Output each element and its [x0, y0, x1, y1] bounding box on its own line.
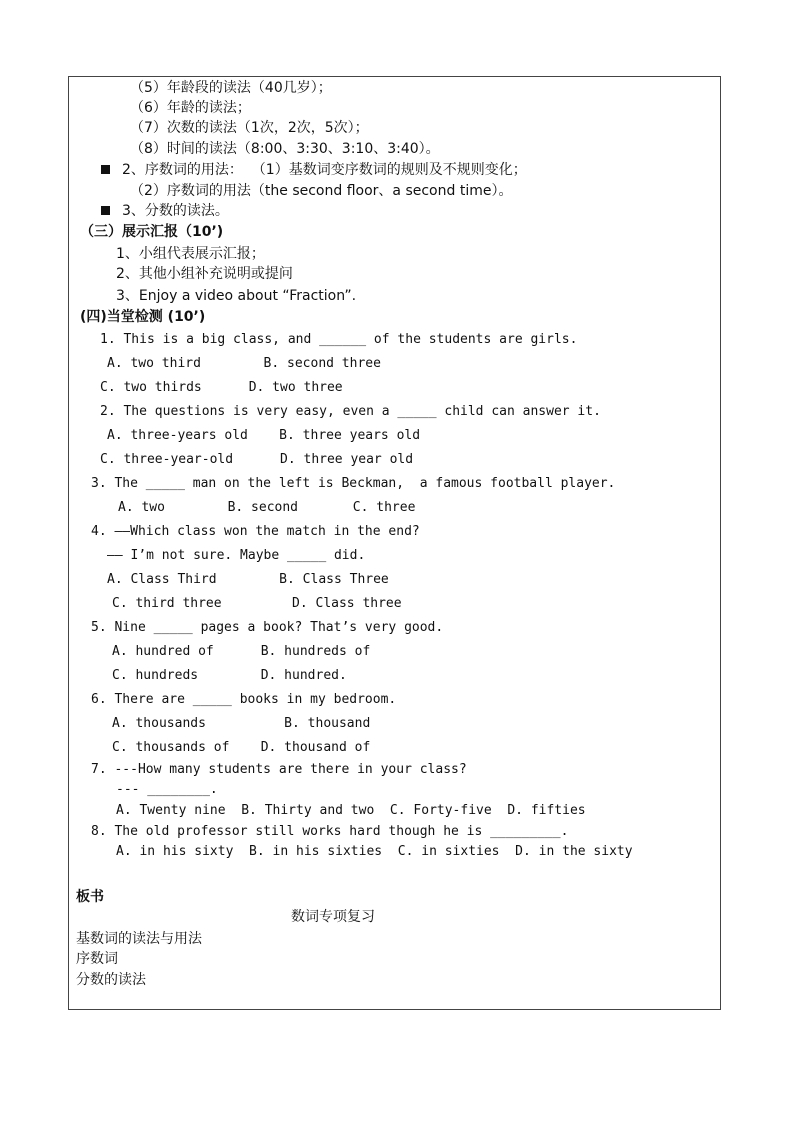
review-bullet-3-text: 3、分数的读法。 [122, 203, 229, 219]
question-3-options: A. two B. second C. three [118, 500, 416, 515]
review-bullet-2-text: 2、序数词的用法： （1）基数词变序数词的规则及不规则变化； [122, 162, 527, 178]
question-1-options-c-d: C. two thirds D. two three [100, 380, 343, 395]
question-8: 8. The old professor still works hard though he is _________. [91, 824, 569, 839]
section-3-item: 1、小组代表展示汇报； [116, 246, 265, 262]
question-6-options-a-b: A. thousands B. thousand [112, 716, 371, 731]
question-1: 1. This is a big class, and ______ of the students are girls. [100, 332, 578, 347]
question-2: 2. The questions is very easy, even a _____ child can answer it. [100, 404, 601, 419]
square-bullet-icon [101, 165, 110, 174]
board-label: 板书 [76, 889, 104, 905]
board-line: 基数词的读法与用法 [76, 931, 202, 947]
question-3: 3. The _____ man on the left is Beckman, a famous football player. [91, 476, 616, 491]
board-title: 数词专项复习 [291, 909, 375, 925]
board-line: 分数的读法 [76, 972, 146, 988]
question-8-options: A. in his sixty B. in his sixties C. in sixties D. in the sixty [116, 844, 633, 859]
question-7-reply: --- ________. [116, 782, 218, 797]
question-5-options-c-d: C. hundreds D. hundred. [112, 668, 347, 683]
question-2-options-c-d: C. three-year-old D. three year old [100, 452, 414, 467]
section-4-heading: (四)当堂检测 (10’) [80, 309, 206, 325]
question-6-options-c-d: C. thousands of D. thousand of [112, 740, 371, 755]
review-bullet-3 [101, 201, 229, 221]
question-4-options-a-b: A. Class Third B. Class Three [107, 572, 389, 587]
review-bullet-2 [101, 160, 527, 180]
question-7-options: A. Twenty nine B. Thirty and two C. Forty-five D. fifties [116, 803, 586, 818]
question-6: 6. There are _____ books in my bedroom. [91, 692, 397, 707]
question-1-options-a-b: A. two third B. second three [107, 356, 381, 371]
review-item-8: （8）时间的读法（8:00、3:30、3:10、3:40）。 [130, 141, 440, 157]
section-3-heading: （三）展示汇报（10’) [80, 224, 224, 240]
review-bullet-2-sub: （2）序数词的用法（the second floor、a second time）。 [130, 183, 513, 199]
section-3-item: 2、其他小组补充说明或提问 [116, 266, 293, 282]
question-7: 7. ---How many students are there in your class? [91, 762, 467, 777]
question-5: 5. Nine _____ pages a book? That’s very good. [91, 620, 444, 635]
square-bullet-icon [101, 206, 110, 215]
question-5-options-a-b: A. hundred of B. hundreds of [112, 644, 371, 659]
board-line: 序数词 [76, 951, 118, 967]
review-item-5: （5）年龄段的读法（40几岁）； [130, 80, 332, 96]
question-4: 4. ——Which class won the match in the end? [91, 524, 420, 539]
question-2-options-a-b: A. three-years old B. three years old [107, 428, 421, 443]
review-item-7: （7）次数的读法（1次，2次，5次）； [130, 120, 369, 136]
question-4-reply: —— I’m not sure. Maybe _____ did. [107, 548, 366, 563]
section-3-item: 3、Enjoy a video about “Fraction”. [116, 288, 357, 304]
review-item-6: （6）年龄的读法； [130, 100, 251, 116]
question-4-options-c-d: C. third three D. Class three [112, 596, 402, 611]
